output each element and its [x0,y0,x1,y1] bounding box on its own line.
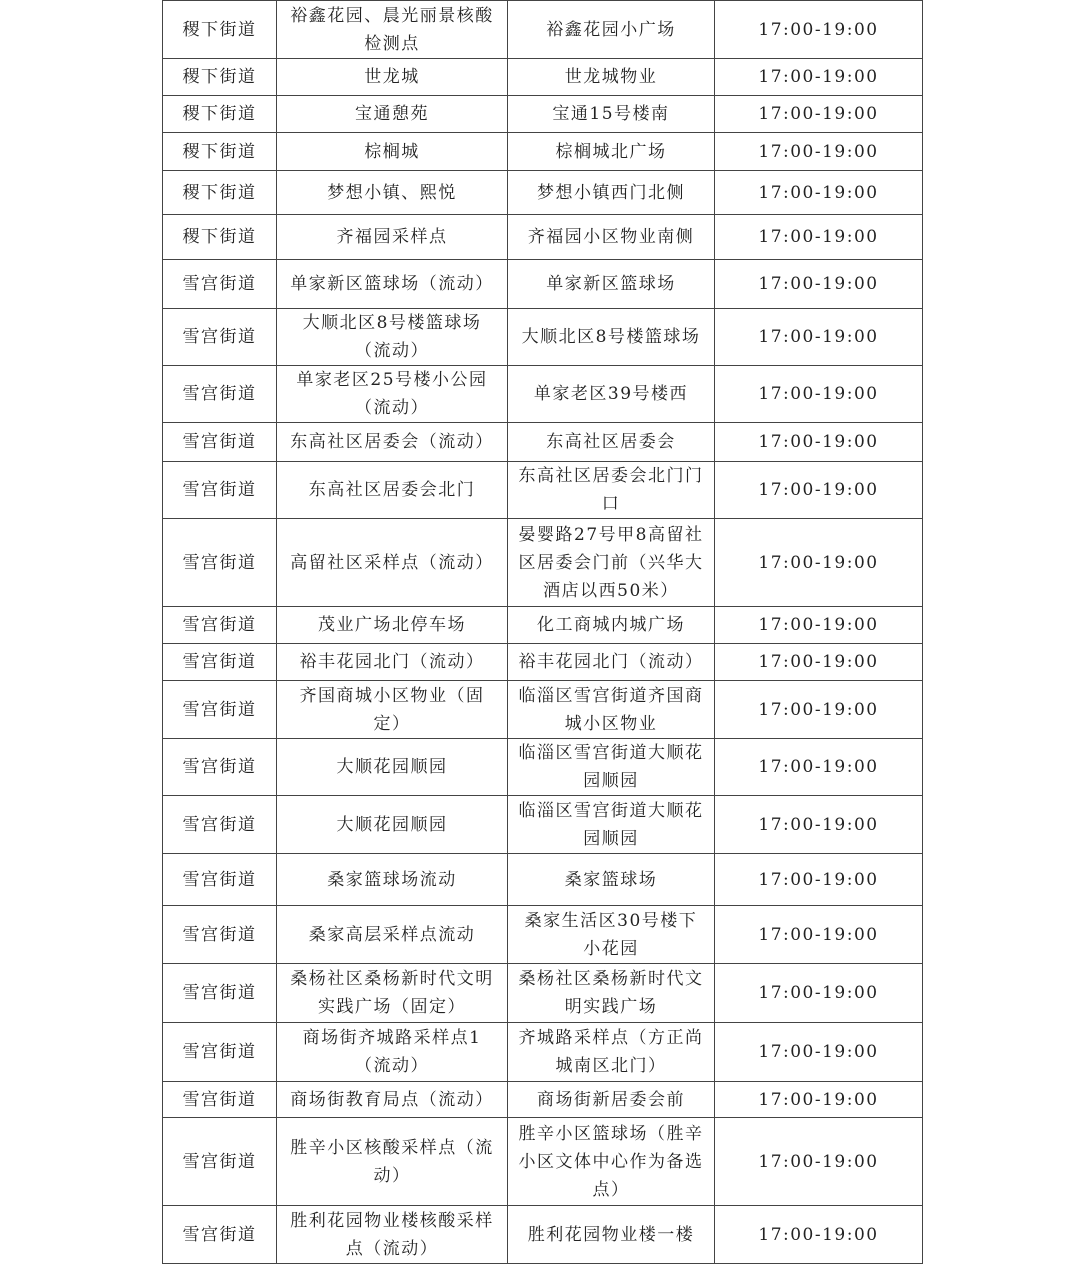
site-cell: 宝通憩苑 [277,96,508,133]
time-cell: 17:00-19:00 [715,607,923,644]
street-cell: 稷下街道 [163,171,277,215]
table-row [163,607,923,644]
time-cell: 17:00-19:00 [715,1118,923,1206]
time-cell: 17:00-19:00 [715,171,923,215]
site-cell: 胜利花园物业楼核酸采样点（流动） [277,1206,508,1264]
time-cell: 17:00-19:00 [715,739,923,796]
site-cell: 商场街齐城路采样点1（流动） [277,1023,508,1082]
street-cell: 雪宫街道 [163,366,277,423]
street-cell: 雪宫街道 [163,796,277,854]
table-row [163,171,923,215]
street-cell: 稷下街道 [163,96,277,133]
street-cell: 雪宫街道 [163,964,277,1023]
time-cell: 17:00-19:00 [715,215,923,260]
table-row [163,964,923,1023]
sampling-schedule-table [162,0,923,1264]
site-cell: 世龙城 [277,59,508,96]
site-cell: 大顺北区8号楼篮球场（流动） [277,309,508,366]
location-cell: 世龙城物业 [508,59,715,96]
street-cell: 雪宫街道 [163,644,277,681]
site-cell: 桑杨社区桑杨新时代文明实践广场（固定） [277,964,508,1023]
table-row [163,215,923,260]
location-cell: 大顺北区8号楼篮球场 [508,309,715,366]
time-cell: 17:00-19:00 [715,681,923,739]
location-cell: 东高社区居委会北门门口 [508,462,715,519]
street-cell: 雪宫街道 [163,1082,277,1118]
site-cell: 棕榈城 [277,133,508,171]
site-cell: 茂业广场北停车场 [277,607,508,644]
site-cell: 大顺花园顺园 [277,739,508,796]
location-cell: 单家新区篮球场 [508,260,715,309]
location-cell: 东高社区居委会 [508,423,715,462]
time-cell: 17:00-19:00 [715,1023,923,1082]
street-cell: 稷下街道 [163,215,277,260]
location-cell: 商场街新居委会前 [508,1082,715,1118]
table-row [163,309,923,366]
time-cell: 17:00-19:00 [715,906,923,964]
street-cell: 雪宫街道 [163,854,277,906]
time-cell: 17:00-19:00 [715,59,923,96]
time-cell: 17:00-19:00 [715,96,923,133]
site-cell: 裕丰花园北门（流动） [277,644,508,681]
location-cell: 临淄区雪宫街道大顺花园顺园 [508,739,715,796]
table-row [163,96,923,133]
street-cell: 稷下街道 [163,1,277,59]
location-cell: 裕鑫花园小广场 [508,1,715,59]
site-cell: 齐福园采样点 [277,215,508,260]
site-cell: 单家新区篮球场（流动） [277,260,508,309]
time-cell: 17:00-19:00 [715,644,923,681]
location-cell: 桑家生活区30号楼下小花园 [508,906,715,964]
site-cell: 高留社区采样点（流动） [277,519,508,607]
location-cell: 临淄区雪宫街道齐国商城小区物业 [508,681,715,739]
location-cell: 齐福园小区物业南侧 [508,215,715,260]
site-cell: 裕鑫花园、晨光丽景核酸检测点 [277,1,508,59]
location-cell: 胜辛小区篮球场（胜辛小区文体中心作为备选点） [508,1118,715,1206]
time-cell: 17:00-19:00 [715,964,923,1023]
location-cell: 胜利花园物业楼一楼 [508,1206,715,1264]
street-cell: 雪宫街道 [163,423,277,462]
site-cell: 商场街教育局点（流动） [277,1082,508,1118]
time-cell: 17:00-19:00 [715,519,923,607]
time-cell: 17:00-19:00 [715,796,923,854]
time-cell: 17:00-19:00 [715,309,923,366]
location-cell: 齐城路采样点（方正尚城南区北门） [508,1023,715,1082]
street-cell: 雪宫街道 [163,1023,277,1082]
table-row [163,644,923,681]
table-row [163,1206,923,1264]
location-cell: 梦想小镇西门北侧 [508,171,715,215]
street-cell: 雪宫街道 [163,260,277,309]
street-cell: 雪宫街道 [163,739,277,796]
table-row [163,1023,923,1082]
table-row [163,681,923,739]
location-cell: 单家老区39号楼西 [508,366,715,423]
table-row [163,260,923,309]
table-row [163,1118,923,1206]
location-cell: 宝通15号楼南 [508,96,715,133]
table-row [163,854,923,906]
location-cell: 桑家篮球场 [508,854,715,906]
street-cell: 雪宫街道 [163,462,277,519]
site-cell: 大顺花园顺园 [277,796,508,854]
street-cell: 稷下街道 [163,59,277,96]
table-row [163,59,923,96]
time-cell: 17:00-19:00 [715,260,923,309]
table-row [163,519,923,607]
table-row [163,366,923,423]
site-cell: 桑家高层采样点流动 [277,906,508,964]
site-cell: 东高社区居委会北门 [277,462,508,519]
table-row [163,796,923,854]
table-row [163,906,923,964]
table-row [163,462,923,519]
street-cell: 雪宫街道 [163,519,277,607]
location-cell: 桑杨社区桑杨新时代文明实践广场 [508,964,715,1023]
site-cell: 梦想小镇、熙悦 [277,171,508,215]
street-cell: 雪宫街道 [163,309,277,366]
time-cell: 17:00-19:00 [715,1082,923,1118]
table-row [163,423,923,462]
location-cell: 晏婴路27号甲8高留社区居委会门前（兴华大酒店以西50米） [508,519,715,607]
location-cell: 裕丰花园北门（流动） [508,644,715,681]
location-cell: 化工商城内城广场 [508,607,715,644]
site-cell: 胜辛小区核酸采样点（流动） [277,1118,508,1206]
location-cell: 临淄区雪宫街道大顺花园顺园 [508,796,715,854]
time-cell: 17:00-19:00 [715,1,923,59]
table-row [163,133,923,171]
street-cell: 雪宫街道 [163,1206,277,1264]
time-cell: 17:00-19:00 [715,366,923,423]
table-body [163,1,923,1264]
street-cell: 雪宫街道 [163,906,277,964]
site-cell: 齐国商城小区物业（固定） [277,681,508,739]
street-cell: 雪宫街道 [163,607,277,644]
table-row [163,1082,923,1118]
table-row [163,1,923,59]
street-cell: 雪宫街道 [163,681,277,739]
street-cell: 雪宫街道 [163,1118,277,1206]
time-cell: 17:00-19:00 [715,462,923,519]
site-cell: 单家老区25号楼小公园（流动） [277,366,508,423]
time-cell: 17:00-19:00 [715,423,923,462]
street-cell: 稷下街道 [163,133,277,171]
time-cell: 17:00-19:00 [715,854,923,906]
location-cell: 棕榈城北广场 [508,133,715,171]
site-cell: 桑家篮球场流动 [277,854,508,906]
time-cell: 17:00-19:00 [715,1206,923,1264]
site-cell: 东高社区居委会（流动） [277,423,508,462]
table-row [163,739,923,796]
time-cell: 17:00-19:00 [715,133,923,171]
